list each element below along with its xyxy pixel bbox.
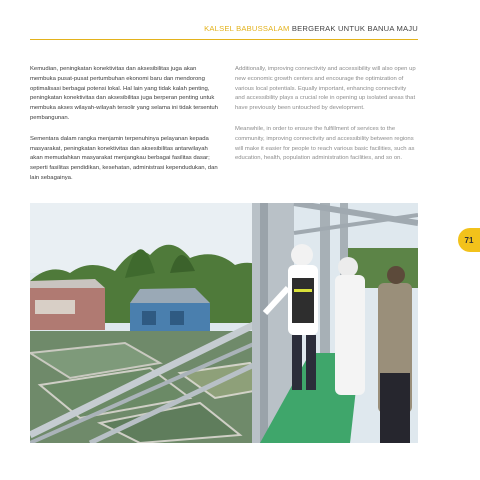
english-paragraph-1: Additionally, improving connectivity and accessibility will also open up new economic growth centers and encourage the optimization of various local potentials. Equally important, enhancing connectivity and accessibility plays a crucial role in opening up isolated areas that have previously been untouched by development. [235, 66, 416, 112]
running-header [0, 24, 418, 33]
page-number-tab [458, 228, 480, 252]
indonesian-text-column [30, 65, 220, 195]
english-text-column [235, 65, 417, 175]
header-title: BERGERAK UNTUK BANUA MAJU [291, 24, 418, 33]
page-number: 71 [464, 235, 474, 245]
bridge-inspection-photo [30, 203, 418, 443]
indonesian-paragraph-2: Sementara dalam rangka menjamin terpenuhinya pelayanan kepada masyarakat, peningkatan konektivitas dan aksesibilitas antarwilayah akan memudahkan masyarakat menjangkau berbagai fasilitas dasar; seperti fasilitas pendidikan, kesehatan, administrasi kependudukan, dan lain sebagainya. [30, 135, 218, 181]
header-rule [30, 39, 418, 40]
header-accent: KALSEL BABUSSALAM [204, 24, 290, 33]
english-paragraph-2: Meanwhile, in order to ensure the fulfillment of services to the community, improving connectivity and accessibility between regions will make it easier for people to reach various basic facilities, such as education, health, population administration facilities, and so on. [235, 125, 415, 162]
indonesian-paragraph-1: Kemudian, peningkatan konektivitas dan aksesibilitas juga akan membuka pusat-pusat pertumbuhan ekonomi baru dan mendorong optimalisasi berbagai potensi lokal. Hal lain yang tidak kalah penting, peningkatan konektivitas dan aksesibilitas juga berperan penting untuk membuka akses wilayah-wilayah tersolir yang selama ini tidak tersentuh pembangunan. [30, 66, 218, 121]
